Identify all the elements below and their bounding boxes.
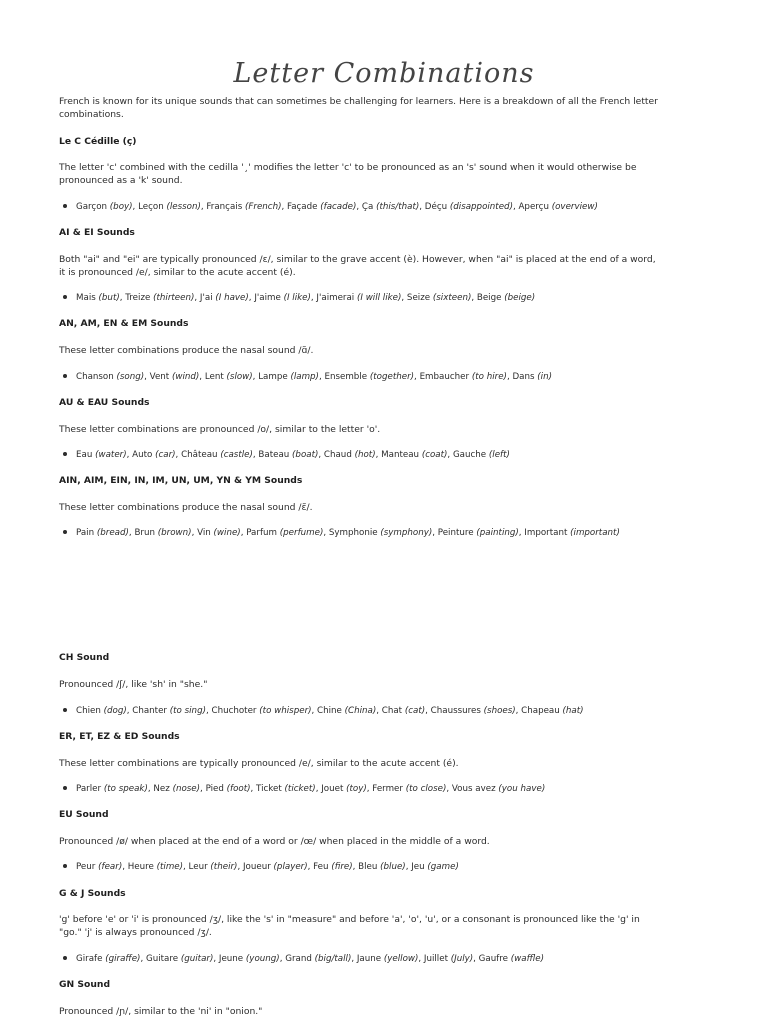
translation: (symphony)	[380, 528, 433, 538]
section-examples-an-am-en-em	[59, 371, 719, 383]
translation: (this/that)	[376, 202, 420, 212]
examples-text: Mais (but), Treize (thirteen), J'ai (I have), J'aime (I like), J'aimerai (I will like), Seize (sixteen), Beige (beige)	[76, 293, 536, 303]
translation: (bread)	[96, 528, 129, 538]
bullet-icon	[63, 786, 67, 790]
translation: (giraffe)	[105, 954, 141, 964]
page-title: Letter Combinations	[233, 58, 535, 90]
bullet-icon	[63, 204, 67, 208]
translation: (slow)	[226, 372, 253, 382]
translation: (waffle)	[510, 954, 545, 964]
translation: (disappointed)	[449, 202, 513, 212]
translation: (player)	[273, 862, 308, 872]
translation: (blue)	[380, 862, 406, 872]
section-heading-an-am-en-em: AN, AM, EN & EM Sounds	[59, 318, 189, 329]
section-heading-c-cedille: Le C Cédille (ç)	[59, 136, 137, 147]
translation: (guitar)	[180, 954, 214, 964]
translation: (shoes)	[483, 706, 516, 716]
examples-text: Chien (dog), Chanter (to sing), Chuchoter (to whisper), Chine (China), Chat (cat), Chaussures (shoes), Chapeau (hat)	[76, 706, 584, 716]
translation: (song)	[116, 372, 145, 382]
translation: (big/tall)	[314, 954, 352, 964]
section-heading-gn: GN Sound	[59, 979, 111, 990]
section-desc-nasal-in: These letter combinations produce the nasal sound /ɛ̃/.	[59, 502, 313, 513]
translation: (yellow)	[383, 954, 419, 964]
translation: (you have)	[498, 784, 546, 794]
translation: (castle)	[220, 450, 253, 460]
translation: (to hire)	[471, 372, 507, 382]
examples-text: Girafe (giraffe), Guitare (guitar), Jeune (young), Grand (big/tall), Jaune (yellow), Juillet (July), Gaufre (waffle)	[76, 954, 545, 964]
section-examples-eu	[59, 861, 719, 873]
section-examples-au-eau	[59, 449, 719, 461]
translation: (fire)	[331, 862, 353, 872]
section-desc-ai-ei: Both "ai" and "ei" are typically pronounced /ɛ/, similar to the grave accent (è). However, when "ai" is placed at the end of a word, it is pronounced /e/, similar to the acute accent (é).	[59, 254, 656, 278]
section-heading-g-j: G & J Sounds	[59, 888, 126, 899]
translation: (fear)	[98, 862, 123, 872]
translation: (beige)	[504, 293, 536, 303]
bullet-icon	[63, 452, 67, 456]
section-desc-ch: Pronounced /ʃ/, like 'sh' in "she."	[59, 679, 208, 690]
translation: (sixteen)	[432, 293, 472, 303]
translation: (hat)	[562, 706, 584, 716]
section-heading-ai-ei: AI & EI Sounds	[59, 227, 135, 238]
translation: (water)	[95, 450, 127, 460]
bullet-icon	[63, 295, 67, 299]
translation: (overview)	[551, 202, 598, 212]
section-examples-er-et-ez-ed	[59, 783, 719, 795]
translation: (boy)	[109, 202, 133, 212]
bullet-icon	[63, 864, 67, 868]
translation: (to sing)	[169, 706, 206, 716]
section-heading-eu: EU Sound	[59, 809, 109, 820]
examples-text: Garçon (boy), Leçon (lesson), Français (French), Façade (facade), Ça (this/that), Déçu (disappointed), Aperçu (overview)	[76, 202, 598, 212]
translation: (to close)	[405, 784, 447, 794]
translation: (car)	[155, 450, 176, 460]
translation: (I like)	[283, 293, 311, 303]
translation: (boat)	[292, 450, 319, 460]
section-examples-g-j	[59, 953, 719, 965]
translation: (in)	[537, 372, 552, 382]
section-examples-nasal-in	[59, 527, 719, 539]
section-heading-ch: CH Sound	[59, 652, 110, 663]
section-desc-eu: Pronounced /ø/ when placed at the end of a word or /œ/ when placed in the middle of a word.	[59, 836, 490, 847]
translation: (July)	[450, 954, 474, 964]
translation: (important)	[570, 528, 620, 538]
section-desc-c-cedille: The letter 'c' combined with the cedilla '¸' modifies the letter 'c' to be pronounced as an 's' sound when it would otherwise be pronounced as a 'k' sound.	[59, 162, 637, 186]
examples-text: Peur (fear), Heure (time), Leur (their), Joueur (player), Feu (fire), Bleu (blue), Jeu (game)	[76, 862, 459, 872]
translation: (to whisper)	[259, 706, 312, 716]
bullet-icon	[63, 374, 67, 378]
translation: (brown)	[157, 528, 192, 538]
translation: (toy)	[346, 784, 367, 794]
translation: (cat)	[404, 706, 426, 716]
bullet-icon	[63, 708, 67, 712]
translation: (painting)	[476, 528, 519, 538]
translation: (French)	[244, 202, 282, 212]
translation: (game)	[427, 862, 459, 872]
translation: (coat)	[421, 450, 448, 460]
section-desc-an-am-en-em: These letter combinations produce the nasal sound /ɑ̃/.	[59, 345, 314, 356]
section-desc-gn: Pronounced /ɲ/, similar to the 'ni' in "onion."	[59, 1006, 263, 1017]
intro-paragraph: French is known for its unique sounds that can sometimes be challenging for learners. Here is a breakdown of all the French letter combinations.	[59, 96, 658, 120]
section-examples-ch	[59, 705, 719, 717]
examples-text: Eau (water), Auto (car), Château (castle), Bateau (boat), Chaud (hot), Manteau (coat), Gauche (left)	[76, 450, 510, 460]
translation: (thirteen)	[153, 293, 195, 303]
examples-text: Parler (to speak), Nez (nose), Pied (foot), Ticket (ticket), Jouet (toy), Fermer (to close), Vous avez (you have)	[76, 784, 546, 794]
translation: (left)	[488, 450, 510, 460]
translation: (their)	[210, 862, 238, 872]
translation: (ticket)	[284, 784, 316, 794]
translation: (nose)	[172, 784, 201, 794]
section-desc-au-eau: These letter combinations are pronounced /o/, similar to the letter 'o'.	[59, 424, 381, 435]
examples-text: Pain (bread), Brun (brown), Vin (wine), Parfum (perfume), Symphonie (symphony), Peinture (painting), Important (important)	[76, 528, 620, 538]
bullet-icon	[63, 530, 67, 534]
section-examples-c-cedille	[59, 201, 719, 213]
translation: (time)	[156, 862, 184, 872]
translation: (I will like)	[356, 293, 402, 303]
section-desc-g-j: 'g' before 'e' or 'i' is pronounced /ʒ/, like the 's' in "measure" and before 'a', 'o', 'u', or a consonant is pronounced like the 'g' in "go." 'j' is always pronounced /ʒ/.	[59, 914, 640, 938]
translation: (but)	[98, 293, 120, 303]
translation: (dog)	[103, 706, 127, 716]
section-desc-er-et-ez-ed: These letter combinations are typically pronounced /e/, similar to the acute accent (é).	[59, 758, 459, 769]
translation: (together)	[369, 372, 415, 382]
translation: (to speak)	[103, 784, 148, 794]
translation: (hot)	[354, 450, 376, 460]
translation: (wind)	[171, 372, 200, 382]
translation: (China)	[344, 706, 377, 716]
bullet-icon	[63, 956, 67, 960]
translation: (lamp)	[290, 372, 319, 382]
section-examples-ai-ei	[59, 292, 719, 304]
translation: (I have)	[215, 293, 249, 303]
section-heading-au-eau: AU & EAU Sounds	[59, 397, 150, 408]
translation: (perfume)	[279, 528, 324, 538]
translation: (wine)	[213, 528, 241, 538]
translation: (lesson)	[166, 202, 201, 212]
section-heading-nasal-in: AIN, AIM, EIN, IN, IM, UN, UM, YN & YM Sounds	[59, 475, 303, 486]
section-heading-er-et-ez-ed: ER, ET, EZ & ED Sounds	[59, 731, 180, 742]
translation: (young)	[245, 954, 280, 964]
translation: (foot)	[226, 784, 251, 794]
translation: (facade)	[320, 202, 357, 212]
examples-text: Chanson (song), Vent (wind), Lent (slow), Lampe (lamp), Ensemble (together), Embaucher (to hire), Dans (in)	[76, 372, 552, 382]
